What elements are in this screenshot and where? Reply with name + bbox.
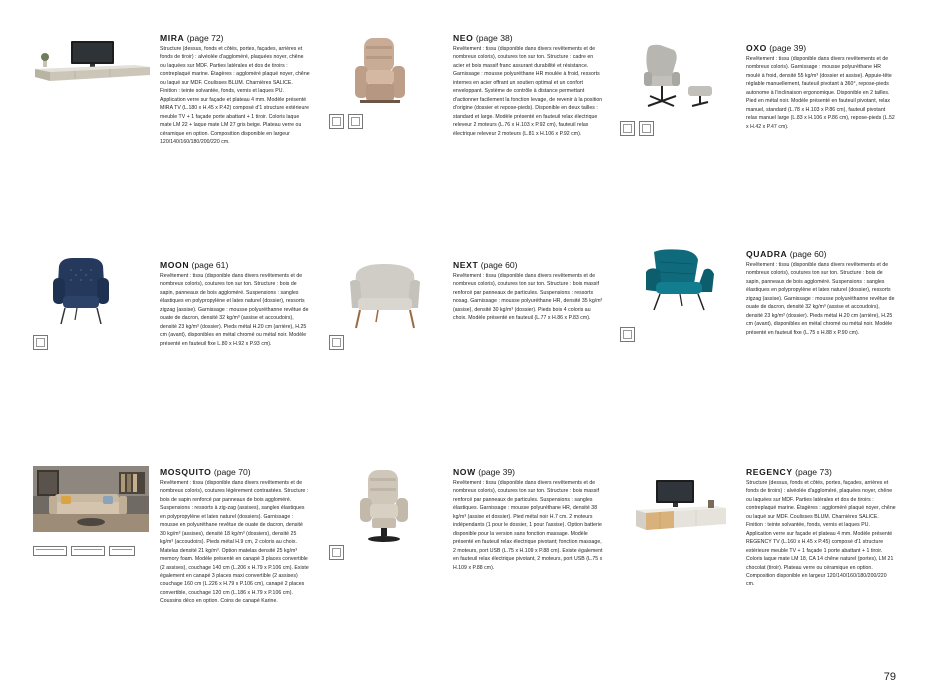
mira-tv-unit-image (35, 38, 150, 83)
now-dimension-thumbnails (329, 545, 344, 560)
oxo-thumb-front (620, 121, 635, 136)
neo-recliner-image (350, 36, 410, 108)
oxo-swivel-chair-image (640, 42, 720, 114)
regency-description: Structure (dessus, fonds et côtés, portes, façades, arrières et fonds de tiroirs) : alvéolée d'aggloméré, plaquées noyer, chêne ou laquées sur MDF. Parties latérales et dos de tiroirs : contreplaqué marine. Étagères : aggloméré plaqué noyer, chêne ou laqué sur MDF. Coulisses BLUM. Charnières SALICE. Finition : teinte solvantée, fonds, vernis et laques PU. Application verre sur façade et plateau 4 mm. Modèle présenté REGENCY TV (L.160 x H.45 x P.45) composé d'1 structure extérieure meuble TV + 1 façade 1 porte abattant + 1 tiroir. Coloris laque mate LM 18, CA 14 chêne naturel (portes), LM 21 chocolat (tiroir). Plateau verre ou céramique en option. Composition disponible en largeur 120/140/160/180/200/220 cm. (746, 480, 896, 588)
mira-title: MIRA (page 72) (160, 33, 224, 43)
neo-thumb-side (348, 114, 363, 129)
mosquito-description: Revêtement : tissu (disponible dans divers revêtements et de nombreux coloris), coutures légèrement contrastées. Structure : bois de sapin renforcé par panneaux de bois aggloméré. Suspensions : ressorts à zig-zag (assises), sangles élastiques en polypropylène et latex naturel (dossiers). Garnissage : mousse en polyuréthane revêtue de ouate de dacron, densité 30 kg/m³ (assises), densité 18 kg/m³ (dossiers), densité 25 kg/m³ (accoudoirs). Pieds métal H.9 cm, 2 coloris au choix. Matelas densité 21 kg/m³. Option matelas densité 25 kg/m³ memory foam. Modèle présenté en canapé 3 places convertible (2 assises), couchage 140 cm (L.206 x H.79 x P.106 cm). Existe également en canapé 3 places maxi convertible (2 assises) couchage 160 cm (L.226 x H.79 x P.106 cm), canapé 2 places convertible, couchage 120 cm (L.186 x H.79 x P.106 cm). Coussins déco en option. Coins de canapé Karine. (160, 480, 309, 605)
regency-tv-unit-image (636, 478, 726, 538)
oxo-description: Revêtement : tissu (disponible dans divers revêtements et de nombreux coloris). Garnissage : mousse polyuréthane HR moulé à froid, densité 55 kg/m³ (dossier et assise). Appuie-tête réglable manuellement, fauteuil pivotant à 360°, repose-pieds autonome à l'inclinaison ergonomique. Disponible en 2 tailles. Pied en métal noir. Modèle présenté en fauteuil pivotant, relax manuel, standard (L.78 x H.103 x P.86 cm), fauteuil pivotant relax manuel large (L.83 x H.106 x P.86 cm), repose-pieds (L.52 x H.42 x P.47 cm). (746, 56, 895, 130)
quadra-description: Revêtement : tissu (disponible dans divers revêtements et de nombreux coloris), coutures ton sur ton. Structure : bois de sapin, panneaux de bois aggloméré. Suspensions : sangles élastiques en polypropylène et latex naturel (dossier), ressorts zigzag (assise). Garnissage : mousse polyuréthanne revêtue de ouate de dacron, densité 32 kg/m³ (assise et accoudoirs), densité 23 kg/m³ (dossier). Pieds métal H.20 cm (arrière), H.25 cm (avant), disponibles en métal chromé ou métal noir. Modèle présenté en fauteuil fixe (L.75 x H.88 x P.90 cm). (746, 262, 895, 336)
moon-title: MOON (page 61) (160, 260, 229, 270)
quadra-dimension-thumbnails (620, 327, 635, 342)
now-recliner-image (354, 468, 414, 546)
moon-dimension-thumbnails (33, 335, 48, 350)
next-armchair-image (348, 262, 422, 332)
moon-description: Revêtement : tissu (disponible dans divers revêtements et de nombreux coloris), coutures ton sur ton. Structure : bois de sapin, panneaux de bois aggloméré. Suspensions : sangles élastiques en polypropylène et latex naturel (dossier), ressorts zigzag (assise). Garnissage : mousse polyuréthanne revêtue de ouate de dacron, densité 32 kg/m³ (assise et accoudoirs), densité 23 kg/m³ (dossier). Pieds métal H.20 cm (arrière), H.25 cm (avant), disponibles en métal chromé ou métal noir. Modèle présenté en fauteuil fixe L.80 x H.92 x P.93 cm). (160, 273, 309, 347)
oxo-thumb-side (639, 121, 654, 136)
now-description: Revêtement : tissu (disponible dans divers revêtements et de nombreux coloris), coutures ton sur ton. Structure : bois massif renforcé par panneaux de particules. Suspensions : sangles élastiques. Garnissage : mousse polyuréthane HR, densité 38 kg/m³ (assise et dossier). Pied métal noir H.7 cm. 2 moteurs indépendants (1 pour le dossier, 1 pour l'assise). Option batterie disponible pour la version sans fonction massage. Modèle présenté en fauteuil relax électrique pivotant; fonction massage, 2 moteurs, port USB (L.75 x H.109 x P.88 cm). Existe également en fauteuil relax électrique pivotant, 2 moteurs, port USB (L.75 x H.109 x P.88 cm). (453, 480, 603, 571)
quadra-title: QUADRA (page 60) (746, 249, 827, 259)
mosquito-thumb-closed (33, 542, 67, 558)
quadra-armchair-image (640, 248, 720, 314)
mosquito-sofa-image (33, 466, 149, 532)
mosquito-thumb-open (71, 542, 105, 558)
oxo-dimension-thumbnails (620, 121, 654, 136)
next-title: NEXT (page 60) (453, 260, 518, 270)
moon-armchair-image (51, 256, 111, 328)
neo-dimension-thumbnails (329, 114, 363, 129)
mira-description: Structure (dessus, fonds et côtés, portes, façades, arrières et fonds de tiroir) : alvéolée d'aggloméré, plaquées noyer, chêne ou laquées sur MDF. Parties latérales et dos de tiroirs : contreplaqué marine. Étagères : aggloméré plaqué noyer, chêne ou laqué sur MDF. Coulisses BLUM. Charnières SALICE. Finition : teinte solvantée, fonds, vernis et laques PU. Application verre sur façade et plateau 4 mm. Modèle présenté MIRA TV (L.180 x H.45 x P.42) composé d'1 structure extérieure meuble TV + 1 façade porte abattant + 1 tiroir. Coloris laque mate LM 22 + laque mate LM 27 gris beige. Plateau verre ou céramique en option. Composition disponible en largeur 120/140/160/180/200/220 cm. (160, 46, 310, 145)
moon-thumb-front (33, 335, 48, 350)
next-description: Revêtement : tissu (disponible dans divers revêtements et de nombreux coloris), coutures ton sur ton. Structure : bois massif renforcé par panneaux de particules. Suspensions : ressorts nosag. Garnissage : mousse polyuréthane HR, densité 35 kg/m³ (assise), densité 30 kg/m³ (dossier). Pieds bois 4 coloris au choix. Modèle présenté en fauteuil (L.77 x H.86 x P.83 cm). (453, 273, 603, 322)
neo-thumb-front (329, 114, 344, 129)
quadra-thumb-front (620, 327, 635, 342)
mosquito-dimension-thumbnails (33, 542, 135, 558)
oxo-title: OXO (page 39) (746, 43, 807, 53)
page-number: 79 (883, 671, 896, 683)
mosquito-thumb-bed (109, 542, 135, 558)
mosquito-title: MOSQUITO (page 70) (160, 467, 251, 477)
neo-title: NEO (page 38) (453, 33, 513, 43)
regency-title: REGENCY (page 73) (746, 467, 832, 477)
next-dimension-thumbnails (329, 335, 344, 350)
now-thumb-front (329, 545, 344, 560)
neo-description: Revêtement : tissu (disponible dans divers revêtements et de nombreux coloris), coutures ton sur ton. Structure : cadre en acier et bois massif franc assurant durabilité et résistance. Garnissage : mousse polyuréthane HR moulée à froid, ressorts internes en acier offrant un soutien optimal et un confort enveloppant. Système de contrôle à distance permettant d'actionner facilement la fonction levage, de revenir à la position d'origine (dossier et repose-pieds). Disponible en deux tailles : standard et large. Modèle présenté en fauteuil relax électrique releveur 2 moteurs (L.76 x H.103 x P.92 cm), fauteuil relax électrique releveur 2 moteurs (L.81 x H.106 x P.92 cm). (453, 46, 603, 137)
now-title: NOW (page 39) (453, 467, 515, 477)
next-thumb-front (329, 335, 344, 350)
